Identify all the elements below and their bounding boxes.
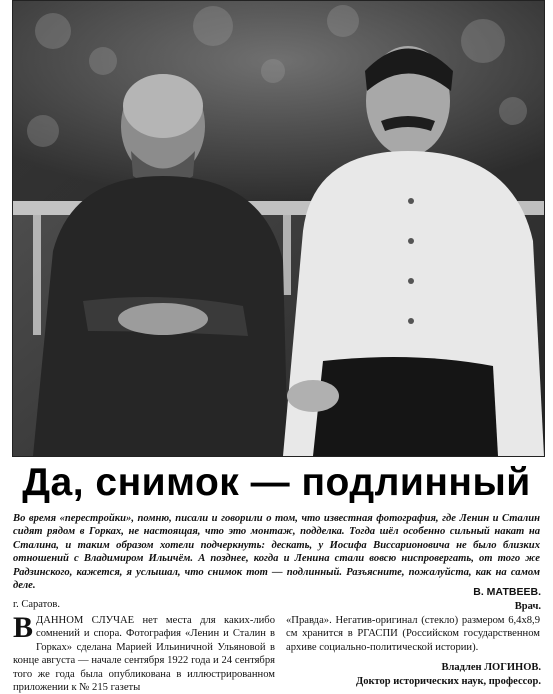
headline: Да, снимок — подлинный xyxy=(22,461,531,504)
letter-author-name: В. МАТВЕЕВ. xyxy=(473,586,541,598)
answer-author-role: Доктор исторических наук, профессор. xyxy=(355,676,541,687)
historical-photo xyxy=(12,0,545,457)
letter-author-city: г. Саратов. xyxy=(13,599,60,610)
answer-column-left xyxy=(13,611,275,694)
reader-question: Во время «перестройки», помню, писали и говорили о том, что известная фотография, где Ленин и Сталин сидят рядом в Горках, не настоящая, что это монтаж, подделка. Тогда шёл особенно сильный накат на Сталина, и таким образом хотели подчеркнуть: дескать, у Иосифа Виссарионовича не было близких отношений с Владимиром Ильичём. А позднее, когда и Ленина стали вовсю ниспровергать, от того же Радзинского, кажется, я услышал, что снимок тот — подлинный. Разъясните, пожалуйста, как на самом деле. xyxy=(13,513,540,592)
photo-illustration xyxy=(13,1,544,456)
letter-author-role: Врач. xyxy=(514,601,541,612)
answer-author-name: Владлен ЛОГИНОВ. xyxy=(441,662,541,673)
answer-column-right: «Правда». Негатив-оригинал (стекло) размером 6,4х8,9 см хранится в РГАСПИ (Российском государственном архиве социально-политической истории). xyxy=(286,615,540,653)
answer-text-left: ДАННОМ СЛУЧАЕ нет места для каких-либо сомнений и спора. Фотография «Ленин и Сталин в Горках» сделана Марией Ильиничной Ульяновой в конце августа — начале сентября 1922 года и 24 сентября того же года была опубликована в иллюстрированном приложении к № 215 газеты xyxy=(13,615,275,694)
drop-cap: В xyxy=(13,611,34,644)
